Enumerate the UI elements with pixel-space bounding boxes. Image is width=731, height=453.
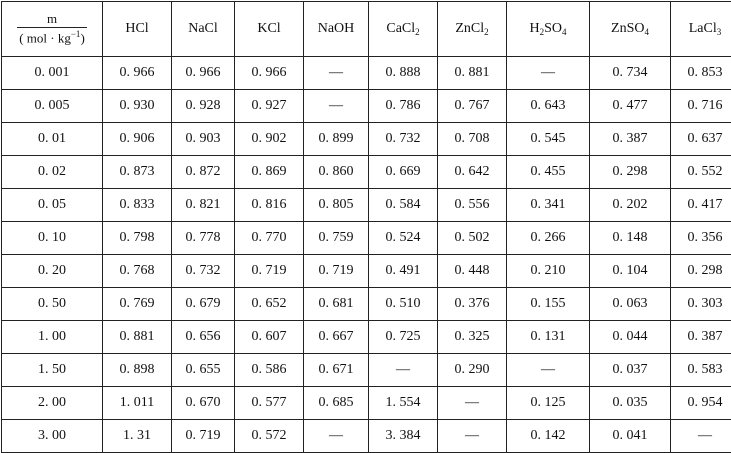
header-molality [2,2,103,57]
coefficient-cell: 0. 125 [507,387,590,420]
coefficient-cell: 0. 325 [438,321,507,354]
coefficient-cell: 0. 898 [103,354,172,387]
coefficient-cell: 0. 872 [172,156,235,189]
molality-cell: 2. 00 [2,387,103,420]
coefficient-cell: 0. 671 [304,354,369,387]
coefficient-cell: 0. 298 [590,156,671,189]
coefficient-cell: 0. 966 [235,57,304,90]
header-label: HCl [125,21,148,36]
coefficient-cell: 0. 376 [438,288,507,321]
coefficient-cell: 0. 719 [304,255,369,288]
activity-coefficient-table [1,1,731,453]
coefficient-cell: 0. 298 [671,255,731,288]
coefficient-cell: 0. 719 [172,420,235,453]
coefficient-cell: 0. 770 [235,222,304,255]
header-naoh [304,2,369,57]
coefficient-cell: 0. 572 [235,420,304,453]
header-subscript: 4 [644,27,649,37]
coefficient-cell: 0. 906 [103,123,172,156]
activity-coefficient-table-container [1,1,731,453]
coefficient-cell: 0. 577 [235,387,304,420]
coefficient-cell: 0. 202 [590,189,671,222]
coefficient-cell: 0. 930 [103,90,172,123]
coefficient-cell: 0. 063 [590,288,671,321]
molality-cell: 3. 00 [2,420,103,453]
coefficient-cell: 0. 902 [235,123,304,156]
coefficient-cell: 0. 928 [172,90,235,123]
header-h2so4 [507,2,590,57]
header-label: ZnCl [455,21,484,36]
coefficient-cell: 0. 667 [304,321,369,354]
coefficient-cell: 0. 583 [671,354,731,387]
coefficient-cell: 0. 607 [235,321,304,354]
molality-cell: 1. 00 [2,321,103,354]
header-subscript: 3 [717,27,722,37]
header-label-tail: SO [544,21,562,36]
coefficient-cell: — [304,90,369,123]
coefficient-cell: 0. 670 [172,387,235,420]
molality-unit-close: ) [80,30,84,45]
coefficient-cell: 0. 044 [590,321,671,354]
coefficient-cell: 0. 734 [590,57,671,90]
molality-fraction [17,11,87,46]
coefficient-cell: 1. 011 [103,387,172,420]
coefficient-cell: 0. 104 [590,255,671,288]
header-nacl [172,2,235,57]
table-body [2,57,731,453]
molality-unit-exponent: −1 [71,29,81,39]
coefficient-cell: 0. 290 [438,354,507,387]
header-znso4 [590,2,671,57]
coefficient-cell: 0. 477 [590,90,671,123]
coefficient-cell: 0. 805 [304,189,369,222]
coefficient-cell: 0. 685 [304,387,369,420]
coefficient-cell: 0. 643 [507,90,590,123]
coefficient-cell: 0. 732 [172,255,235,288]
table-row [2,255,731,288]
coefficient-cell: 0. 798 [103,222,172,255]
header-hcl [103,2,172,57]
header-cacl2 [369,2,438,57]
molality-cell: 0. 50 [2,288,103,321]
coefficient-cell: — [369,354,438,387]
table-row [2,123,731,156]
coefficient-cell: — [507,57,590,90]
coefficient-cell: 0. 873 [103,156,172,189]
coefficient-cell: 0. 041 [590,420,671,453]
molality-cell: 0. 02 [2,156,103,189]
coefficient-cell: 0. 266 [507,222,590,255]
coefficient-cell: 1. 554 [369,387,438,420]
molality-cell: 0. 001 [2,57,103,90]
header-label: NaOH [318,21,355,36]
header-zncl2 [438,2,507,57]
coefficient-cell: 0. 035 [590,387,671,420]
molality-denominator [17,28,87,46]
coefficient-cell: 0. 148 [590,222,671,255]
coefficient-cell: — [507,354,590,387]
molality-cell: 0. 10 [2,222,103,255]
header-row [2,2,731,57]
header-label: ZnSO [611,21,644,36]
coefficient-cell: 0. 769 [103,288,172,321]
coefficient-cell: 0. 387 [590,123,671,156]
coefficient-cell: 0. 869 [235,156,304,189]
table-row [2,57,731,90]
coefficient-cell: 0. 356 [671,222,731,255]
coefficient-cell: 0. 708 [438,123,507,156]
header-subscript: 2 [484,27,489,37]
header-label: H [529,21,539,36]
table-row [2,90,731,123]
coefficient-cell: 0. 679 [172,288,235,321]
table-row [2,387,731,420]
header-lacl3 [671,2,731,57]
coefficient-cell: 0. 524 [369,222,438,255]
table-row [2,288,731,321]
molality-cell: 1. 50 [2,354,103,387]
coefficient-cell: 0. 545 [507,123,590,156]
coefficient-cell: — [671,420,731,453]
coefficient-cell: 0. 927 [235,90,304,123]
coefficient-cell: 0. 210 [507,255,590,288]
header-label: NaCl [188,21,218,36]
molality-cell: 0. 01 [2,123,103,156]
table-row [2,222,731,255]
header-subscript: 2 [415,27,420,37]
coefficient-cell: — [438,387,507,420]
coefficient-cell: 0. 759 [304,222,369,255]
coefficient-cell: 3. 384 [369,420,438,453]
coefficient-cell: 0. 652 [235,288,304,321]
coefficient-cell: 0. 642 [438,156,507,189]
coefficient-cell: 0. 142 [507,420,590,453]
coefficient-cell: — [304,420,369,453]
coefficient-cell: 0. 155 [507,288,590,321]
coefficient-cell: 0. 966 [103,57,172,90]
coefficient-cell: 0. 816 [235,189,304,222]
table-row [2,354,731,387]
coefficient-cell: 0. 888 [369,57,438,90]
coefficient-cell: 0. 767 [438,90,507,123]
coefficient-cell: 0. 881 [103,321,172,354]
molality-unit: ( mol · kg [19,30,71,45]
coefficient-cell: 0. 655 [172,354,235,387]
header-kcl [235,2,304,57]
coefficient-cell: 0. 853 [671,57,731,90]
coefficient-cell: 0. 903 [172,123,235,156]
coefficient-cell: 0. 417 [671,189,731,222]
coefficient-cell: 0. 786 [369,90,438,123]
molality-cell: 0. 20 [2,255,103,288]
coefficient-cell: 0. 491 [369,255,438,288]
coefficient-cell: 0. 556 [438,189,507,222]
coefficient-cell: 0. 860 [304,156,369,189]
table-row [2,420,731,453]
coefficient-cell: 0. 669 [369,156,438,189]
table-header [2,2,731,57]
coefficient-cell: — [438,420,507,453]
coefficient-cell: — [304,57,369,90]
header-label: LaCl [689,21,717,36]
coefficient-cell: 0. 725 [369,321,438,354]
coefficient-cell: 0. 719 [235,255,304,288]
molality-cell: 0. 05 [2,189,103,222]
coefficient-cell: 0. 037 [590,354,671,387]
coefficient-cell: 0. 656 [172,321,235,354]
coefficient-cell: 0. 131 [507,321,590,354]
coefficient-cell: 0. 821 [172,189,235,222]
header-subscript: 4 [562,27,567,37]
coefficient-cell: 0. 387 [671,321,731,354]
coefficient-cell: 0. 768 [103,255,172,288]
coefficient-cell: 0. 502 [438,222,507,255]
coefficient-cell: 0. 448 [438,255,507,288]
coefficient-cell: 0. 681 [304,288,369,321]
coefficient-cell: 0. 881 [438,57,507,90]
coefficient-cell: 0. 510 [369,288,438,321]
coefficient-cell: 0. 716 [671,90,731,123]
coefficient-cell: 0. 455 [507,156,590,189]
table-row [2,189,731,222]
coefficient-cell: 0. 552 [671,156,731,189]
coefficient-cell: 0. 778 [172,222,235,255]
molality-numerator: m [17,11,87,28]
table-row [2,156,731,189]
coefficient-cell: 0. 637 [671,123,731,156]
header-subscript: 2 [540,27,545,37]
coefficient-cell: 0. 833 [103,189,172,222]
header-label: KCl [257,21,280,36]
coefficient-cell: 0. 586 [235,354,304,387]
molality-cell: 0. 005 [2,90,103,123]
header-label: CaCl [386,21,415,36]
coefficient-cell: 0. 341 [507,189,590,222]
table-row [2,321,731,354]
coefficient-cell: 0. 584 [369,189,438,222]
coefficient-cell: 0. 899 [304,123,369,156]
coefficient-cell: 0. 303 [671,288,731,321]
coefficient-cell: 0. 732 [369,123,438,156]
coefficient-cell: 0. 954 [671,387,731,420]
coefficient-cell: 1. 31 [103,420,172,453]
coefficient-cell: 0. 966 [172,57,235,90]
